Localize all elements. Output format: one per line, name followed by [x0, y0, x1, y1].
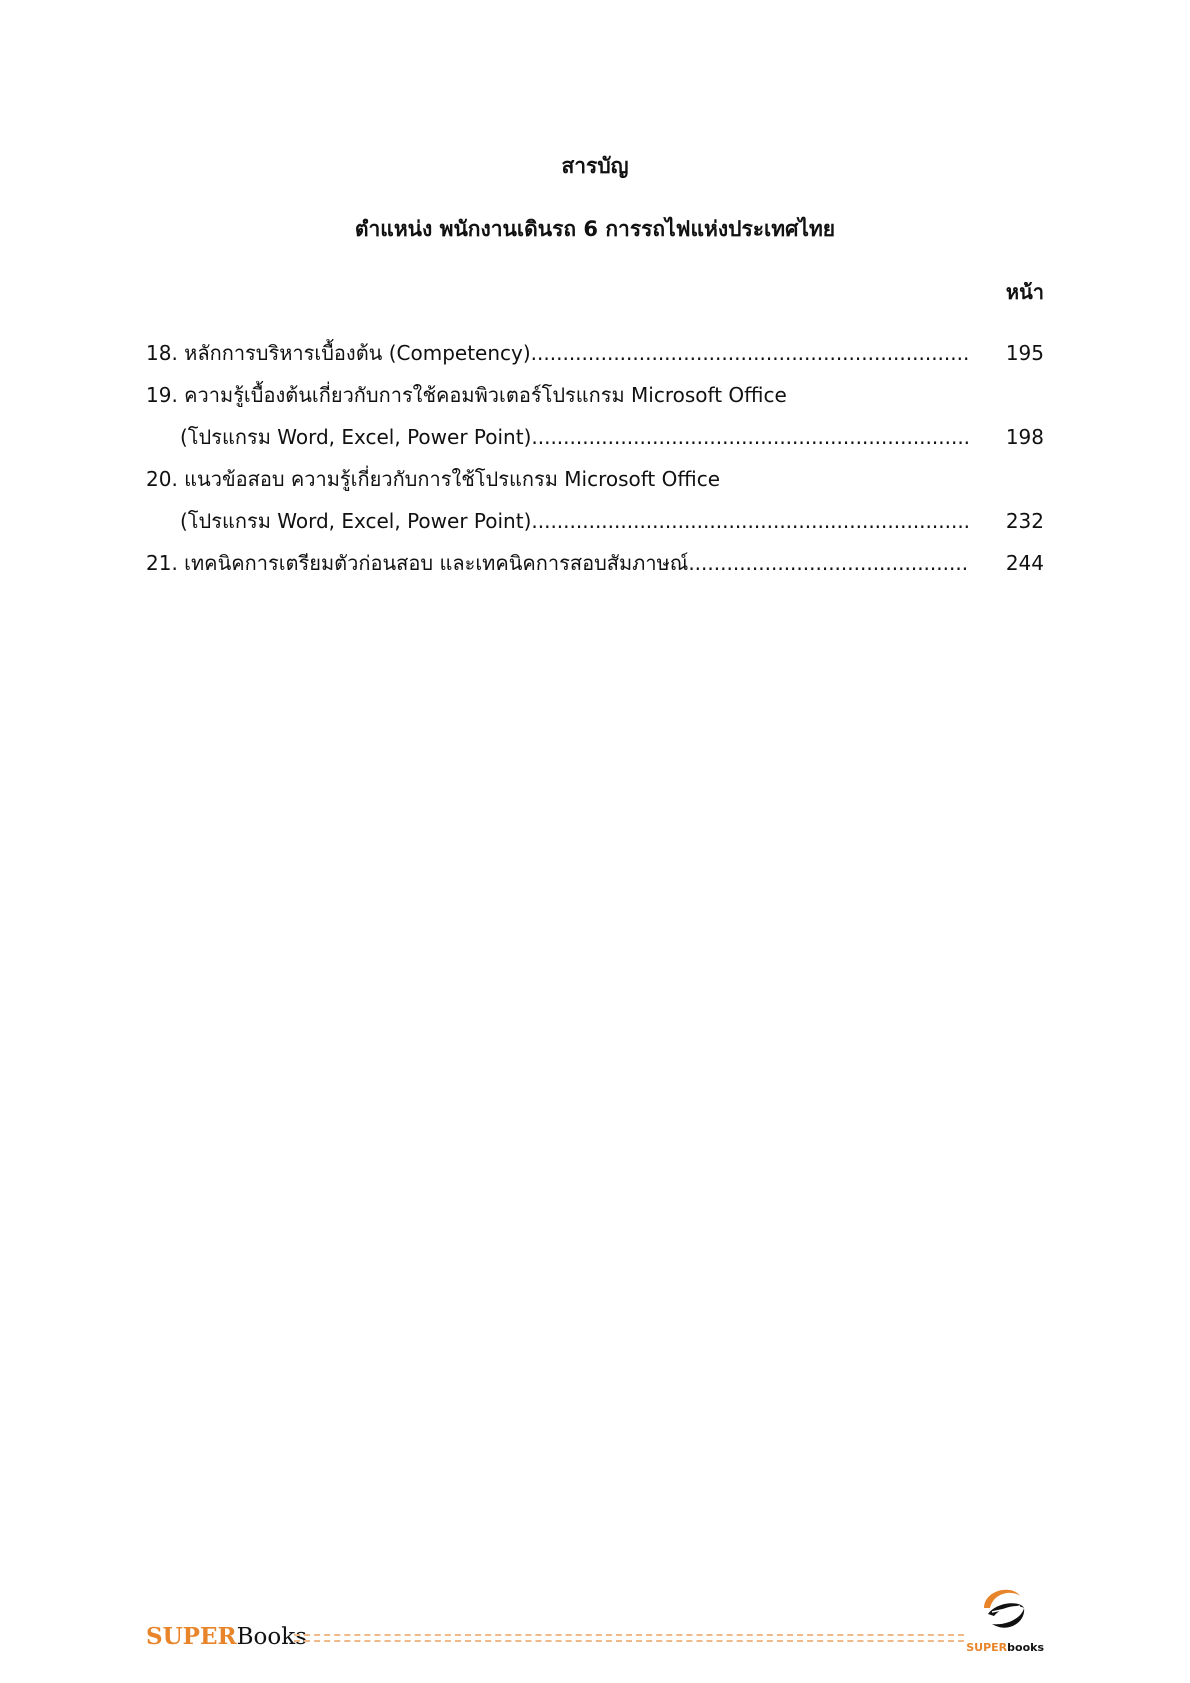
toc-entry-page: 195	[1005, 341, 1044, 365]
toc-entry[interactable]	[146, 458, 1044, 500]
page-subtitle: ตำแหน่ง พนักงานเดินรถ 6 การรถไฟแห่งประเทศไทย	[354, 217, 836, 241]
toc-entry-page: 198	[1005, 425, 1044, 449]
toc-leader-dots	[531, 416, 968, 458]
toc-entry-page: 232	[1005, 509, 1044, 533]
page-footer	[146, 1578, 1044, 1658]
footer-divider	[294, 1634, 964, 1642]
logo-caption	[966, 1641, 1044, 1654]
toc-entry-text: 21. เทคนิคการเตรียมตัวก่อนสอบ และเทคนิคการสอบสัมภาษณ์	[146, 551, 689, 575]
table-of-contents	[146, 332, 1044, 584]
toc-entry-text: (โปรแกรม Word, Excel, Power Point)	[180, 425, 532, 449]
toc-entry[interactable]	[146, 542, 1044, 584]
logo-caption-books: books	[1007, 1641, 1044, 1654]
footer-brand-books: Books	[236, 1624, 307, 1650]
toc-entry-text: 20. แนวข้อสอบ ความรู้เกี่ยวกับการใช้โปรแกรม Microsoft Office	[146, 467, 721, 491]
toc-entry-page: 244	[1005, 551, 1044, 575]
toc-entry-text: (โปรแกรม Word, Excel, Power Point)	[180, 509, 532, 533]
toc-entry-continuation[interactable]	[146, 500, 1044, 542]
toc-entry-continuation[interactable]	[146, 416, 1044, 458]
toc-leader-dots	[688, 542, 968, 584]
toc-leader-dots	[531, 500, 968, 542]
toc-entry[interactable]	[146, 374, 1044, 416]
toc-leader-dots	[531, 332, 968, 374]
page-title: สารบัญ	[561, 154, 629, 178]
superbooks-swoosh-icon	[962, 1578, 1044, 1640]
toc-entry-text: 18. หลักการบริหารเบื้องต้น (Competency)	[146, 341, 531, 365]
toc-entry[interactable]	[146, 332, 1044, 374]
footer-brand	[146, 1623, 307, 1650]
toc-entry-text: 19. ความรู้เบื้องต้นเกี่ยวกับการใช้คอมพิวเตอร์โปรแกรม Microsoft Office	[146, 383, 787, 407]
logo-caption-super: SUPER	[966, 1641, 1008, 1654]
superbooks-logo	[962, 1578, 1044, 1658]
page-column-header: หน้า	[1005, 280, 1044, 304]
footer-brand-super: SUPER	[146, 1623, 237, 1650]
